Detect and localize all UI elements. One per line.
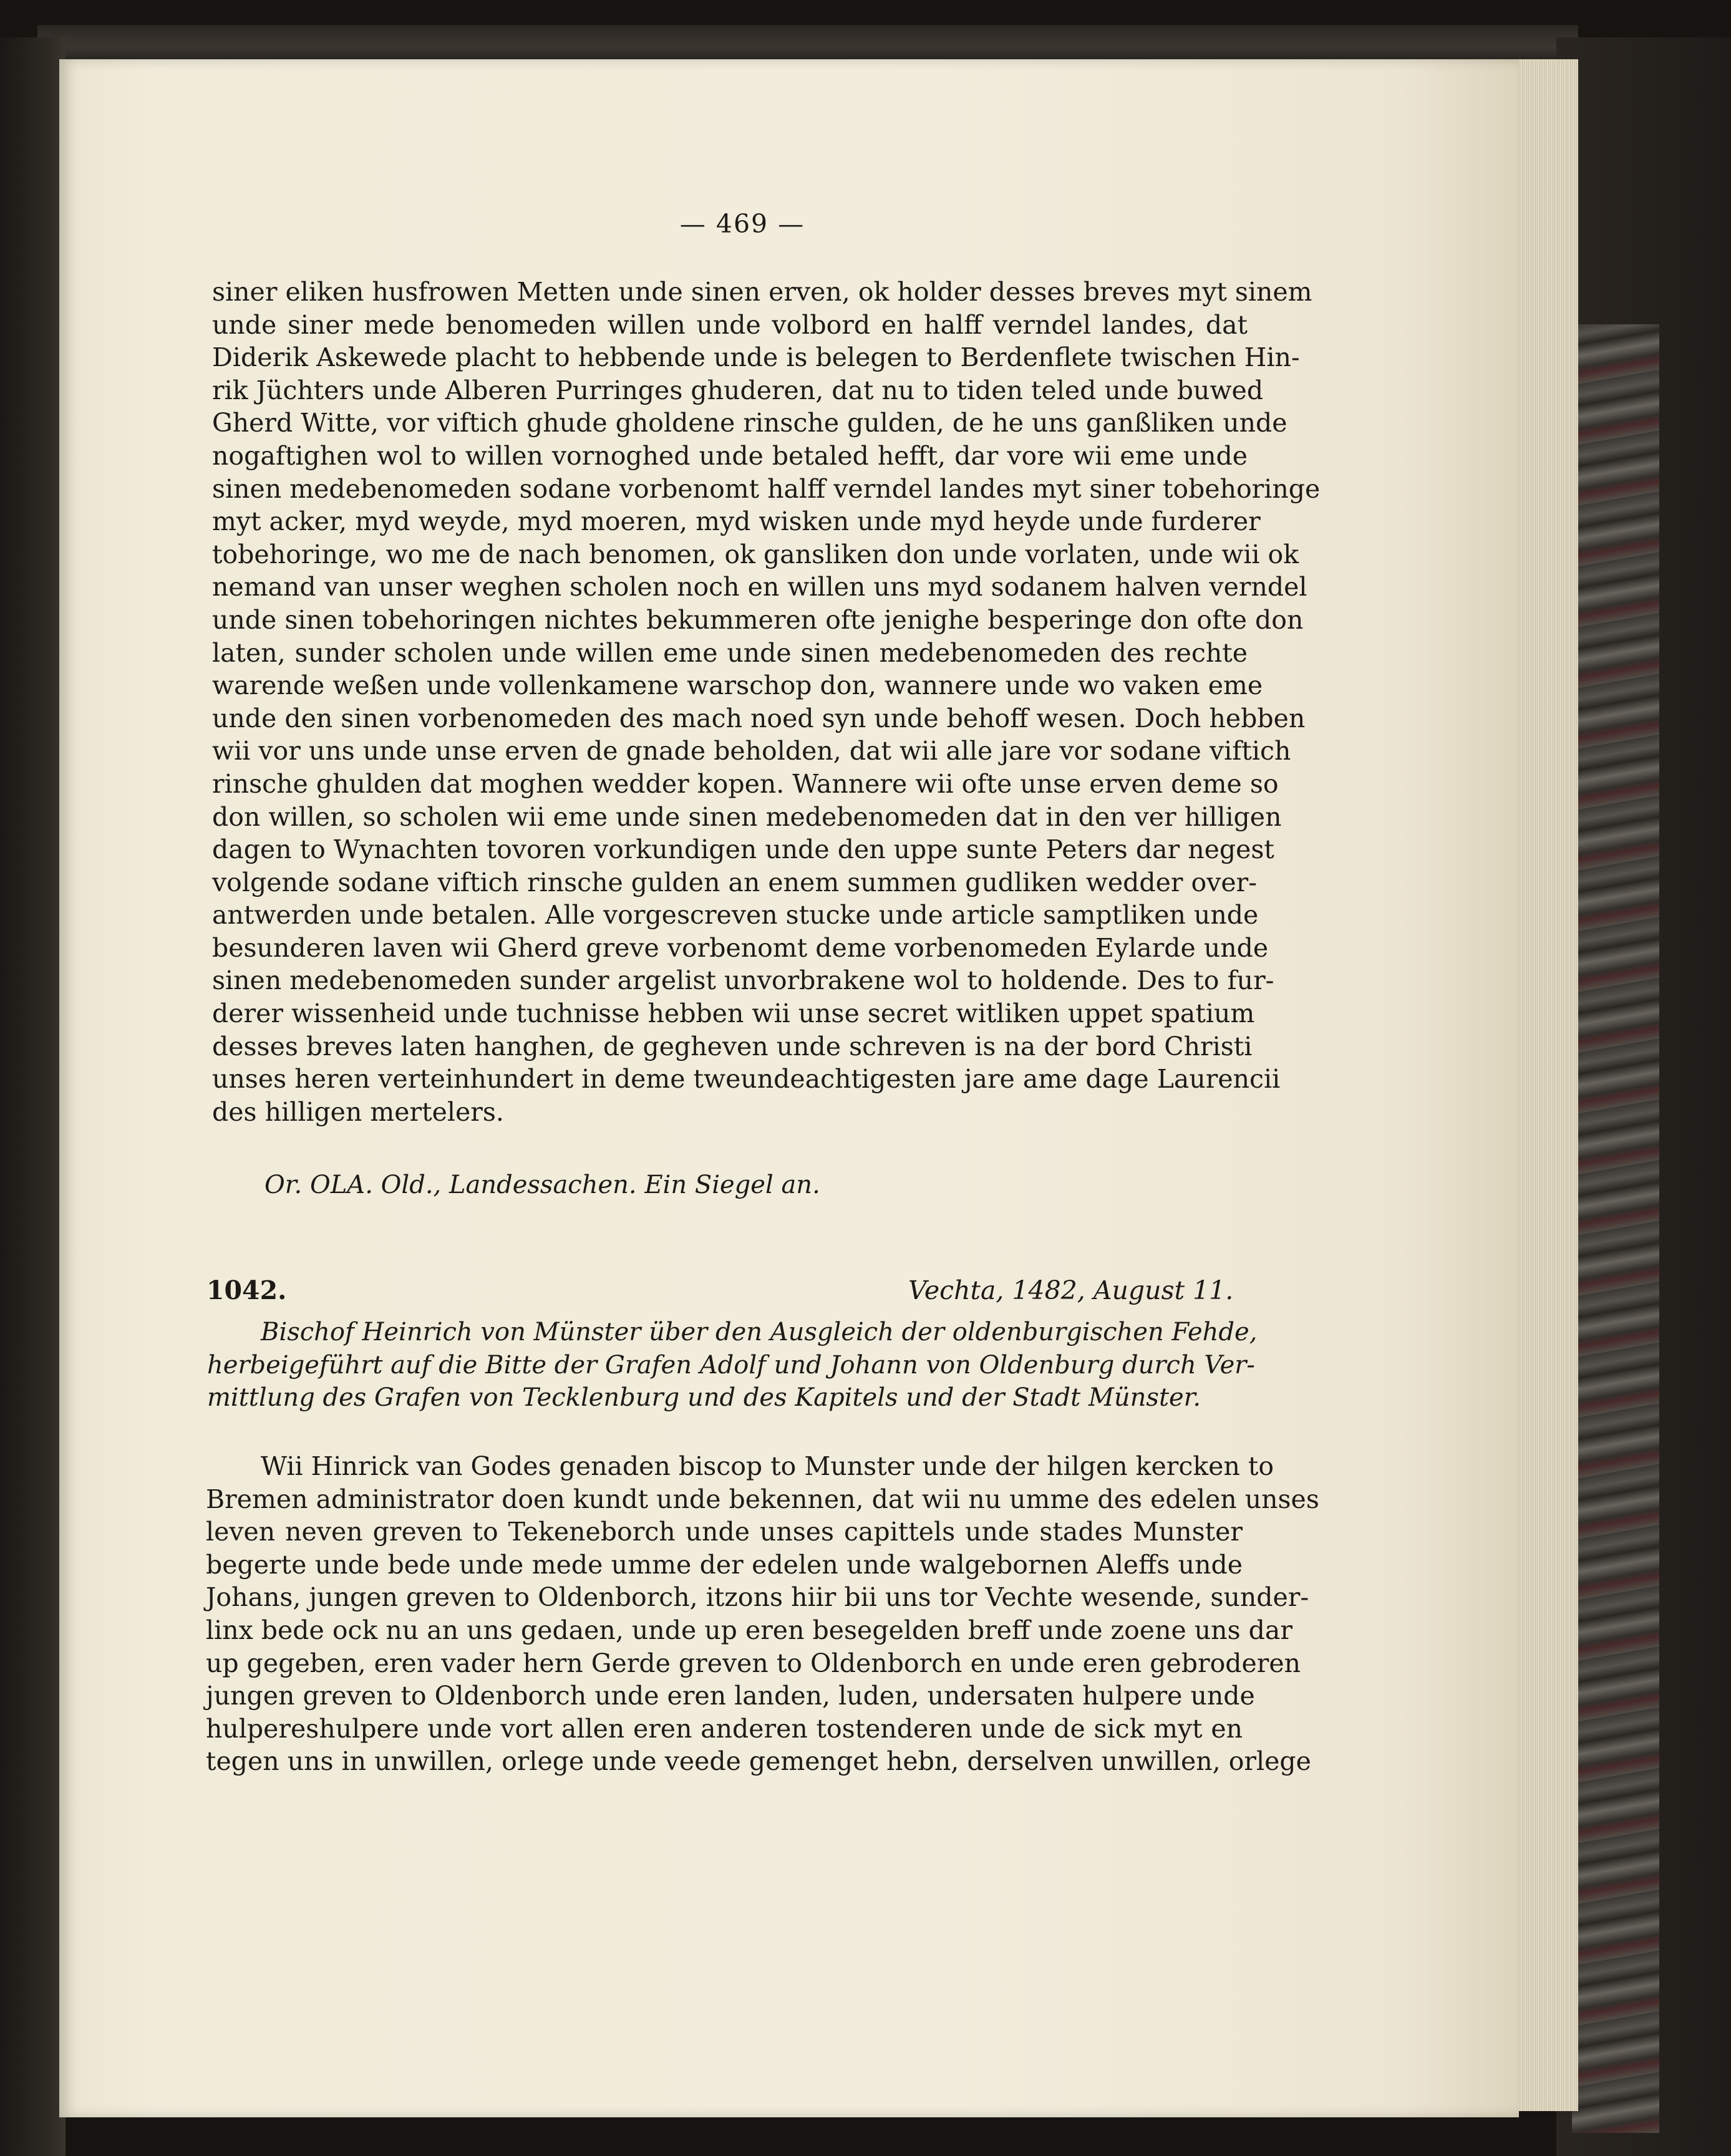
text-line: Diderik Askewede placht to hebbende unde is belegen to Berdenflete twischen Hin- [212,342,1300,373]
book-cover-left [0,37,65,2156]
text-line: warende weßen unde vollenkamene warschop don, wannere unde wo vaken eme [212,670,1263,701]
page-edges [1510,59,1578,2111]
marbled-endpaper [1572,324,1659,2133]
text-line: leven neven greven to Tekeneborch unde unses capittels unde stades Munster [206,1517,1243,1547]
text-line: herbeigeführt auf die Bitte der Grafen Adolf und Johann von Oldenburg durch Ver- [207,1350,1255,1380]
text-line: siner eliken husfrowen Metten unde sinen erven, ok holder desses breves myt sinem [212,277,1312,307]
text-line: Bremen administrator doen kundt unde bekennen, dat wii nu umme des edelen unses [206,1484,1319,1514]
text-line: tegen uns in unwillen, orlege unde veede gemenget hebn, derselven unwillen, orlege [206,1746,1311,1777]
text-line: des hilligen mertelers. [212,1096,504,1127]
text-line: jungen greven to Oldenborch unde eren landen, luden, undersaten hulpere unde [206,1681,1255,1711]
text-line: laten, sunder scholen unde willen eme unde sinen medebenomeden des rechte [212,637,1248,668]
text-line: Wii Hinrick van Godes genaden biscop to Munster unde der hilgen kercken to [261,1451,1274,1481]
document-summary [207,1316,1258,1414]
text-line: hulpereshulpere unde vort allen eren anderen tostenderen unde de sick myt en [206,1713,1243,1744]
text-line: besunderen laven wii Gherd greve vorbenomt deme vorbenomeden Eylarde unde [212,932,1269,963]
text-line: desses breves laten hanghen, de gegheven unde schreven is na der bord Christi [212,1031,1253,1061]
text-line: Gherd Witte, vor viftich ghude gholdene rinsche gulden, de he uns ganßliken unde [212,408,1287,438]
text-line: linx bede ock nu an uns gedaen, unde up eren besegelden breff unde zoene uns dar [206,1615,1292,1645]
text-line: rinsche ghulden dat moghen wedder kopen. Wannere wii ofte unse erven deme so [212,768,1279,799]
continued-document-text [212,276,1321,1128]
text-line: antwerden unde betalen. Alle vorgescreven stucke unde article samptliken unde [212,900,1259,931]
text-line: derer wissenheid unde tuchnisse hebben wii unse secret witliken uppet spatium [212,998,1255,1029]
text-line: unde den sinen vorbenomeden des mach noed syn unde behoff wesen. Doch hebben [212,703,1306,733]
text-line: up gegeben, eren vader hern Gerde greven to Oldenborch en unde eren gebroderen [206,1648,1301,1678]
source-note: Or. OLA. Old., Landessachen. Ein Siegel an. [264,1171,820,1199]
text-line: nogaftighen wol to willen vornoghed unde betaled hefft, dar vore wii eme unde [212,440,1248,471]
document-number: 1042. [206,1275,287,1305]
text-line: unde siner mede benomeden willen unde volbord en halff verndel landes, dat [212,309,1248,340]
text-line: volgende sodane viftich rinsche gulden an enem summen gudliken wedder over- [212,867,1258,897]
text-line: sinen medebenomeden sodane vorbenomt halff verndel landes myt siner tobehoringe [212,473,1321,504]
text-line: wii vor uns unde unse erven de gnade beholden, dat wii alle jare vor sodane viftich [212,736,1291,766]
text-line: rik Jüchters unde Alberen Purringes ghuderen, dat nu to tiden teled unde buwed [212,375,1264,405]
text-line: unses heren verteinhundert in deme tweundeachtigesten jare ame dage Laurencii [212,1064,1281,1095]
page-number: — 469 — [679,209,805,239]
text-line: unde sinen tobehoringen nichtes bekummeren ofte jenighe besperinge don ofte don [212,604,1304,635]
document-text [206,1450,1319,1778]
text-line: tobehoringe, wo me de nach benomen, ok gansliken don unde vorlaten, unde wii ok [212,539,1299,569]
text-line: mittlung des Grafen von Tecklenburg und des Kapitels und der Stadt Münster. [207,1383,1201,1413]
text-line: sinen medebenomeden sunder argelist unvorbrakene wol to holdende. Des to fur- [212,965,1274,996]
document-place-date: Vechta, 1482, August 11. [908,1275,1234,1305]
text-line: begerte unde bede unde mede umme der edelen unde walgebornen Aleffs unde [206,1549,1243,1580]
text-line: don willen, so scholen wii eme unde sinen medebenomeden dat in den ver hilligen [212,801,1282,832]
text-line: Johans, jungen greven to Oldenborch, itzons hiir bii uns tor Vechte wesende, sunder- [206,1582,1309,1613]
text-line: myt acker, myd weyde, myd moeren, myd wisken unde myd heyde unde furderer [212,506,1261,537]
text-line: Bischof Heinrich von Münster über den Ausgleich der oldenburgischen Fehde, [261,1318,1258,1346]
text-line: dagen to Wynachten tovoren vorkundigen unde den uppe sunte Peters dar negest [212,834,1274,865]
text-line: nemand van unser weghen scholen noch en willen uns myd sodanem halven verndel [212,572,1307,602]
